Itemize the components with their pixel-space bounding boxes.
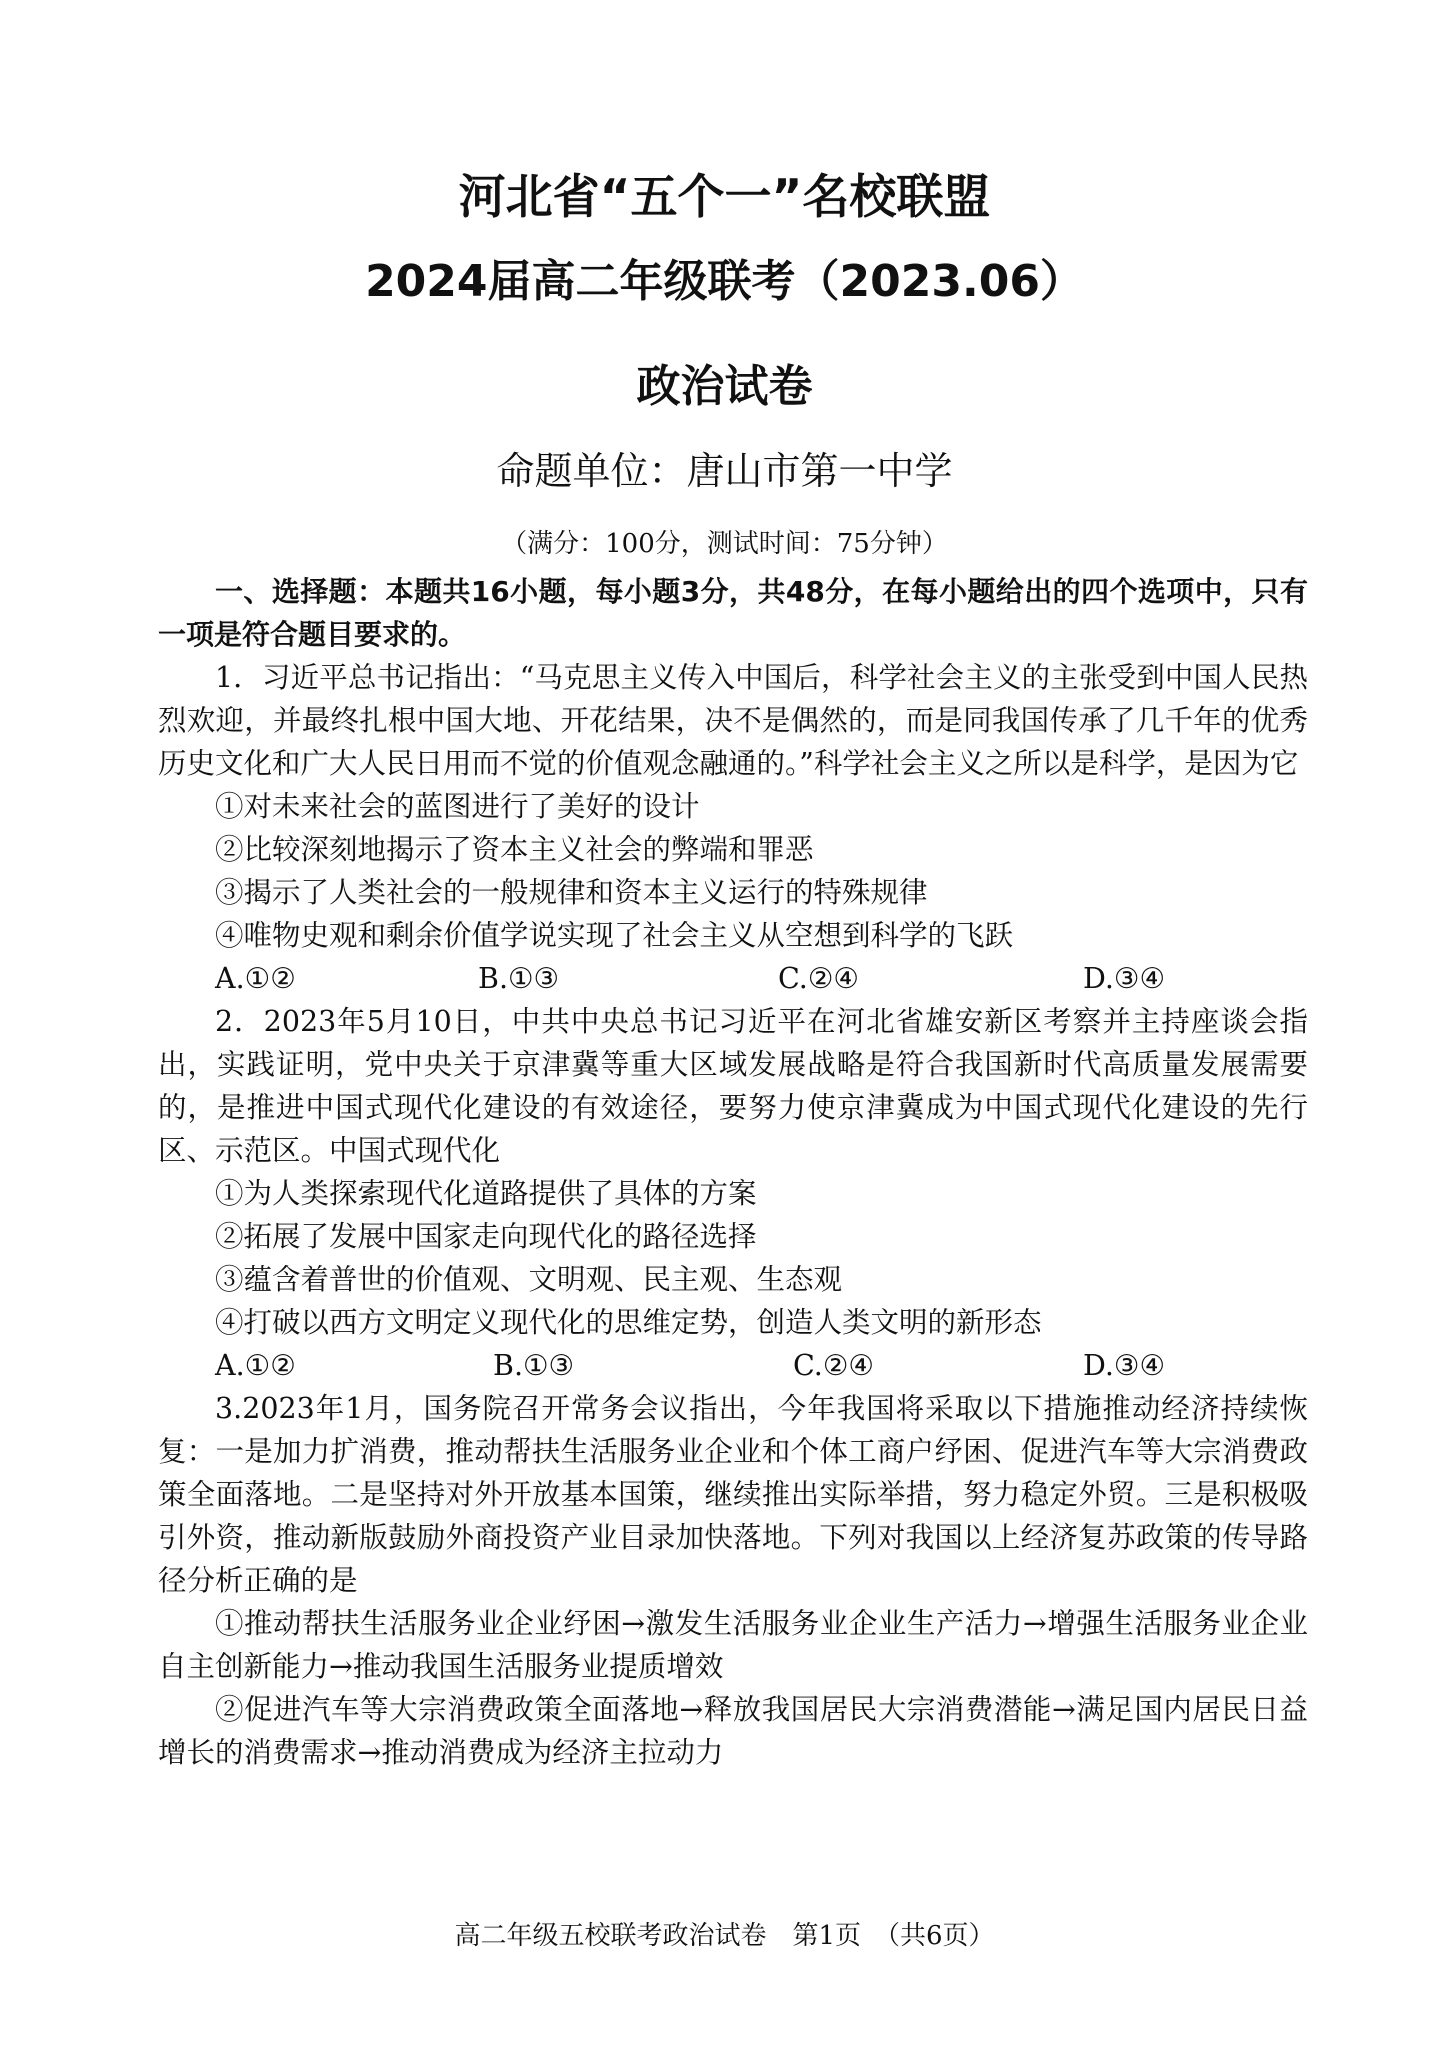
q1-choice-b: B.①③	[478, 962, 560, 995]
setter-unit: 命题单位：唐山市第一中学	[496, 449, 953, 493]
q3-statement-2: ②促进汽车等大宗消费政策全面落地→释放我国居民大宗消费潜能→满足国内居民日益增长的消费需求→推动消费成为经济主拉动力	[158, 1693, 1308, 1769]
exam-title-line2: 2024届高二年级联考（2023.06）	[365, 256, 1084, 307]
exam-body	[158, 570, 1308, 1774]
q2-statement-3: ③蕴含着普世的价值观、文明观、民主观、生态观	[215, 1263, 843, 1296]
q1-statement-1: ①对未来社会的蓝图进行了美好的设计	[215, 790, 700, 823]
q3-statement-1: ①推动帮扶生活服务业企业纾困→激发生活服务业企业生产活力→增强生活服务业企业自主创新能力→推动我国生活服务业提质增效	[158, 1607, 1308, 1683]
q2-statement-4: ④打破以西方文明定义现代化的思维定势，创造人类文明的新形态	[215, 1306, 1042, 1339]
q2-choice-a: A.①②	[215, 1349, 296, 1382]
q1-statement-4: ④唯物史观和剩余价值学说实现了社会主义从空想到科学的飞跃	[215, 919, 1014, 952]
q2-choices	[158, 1344, 1308, 1387]
score-time-info: （满分：100分，测试时间：75分钟）	[501, 529, 948, 559]
q2-statement-1: ①为人类探索现代化道路提供了具体的方案	[215, 1177, 757, 1210]
exam-title-line1: 河北省“五个一”名校联盟	[458, 170, 991, 225]
q1-choice-c: C.②④	[778, 962, 859, 995]
q2-statement-2: ②拓展了发展中国家走向现代化的路径选择	[215, 1220, 757, 1253]
q2-choice-c: C.②④	[793, 1349, 874, 1382]
question-3-stem: 3.2023年1月，国务院召开常务会议指出，今年我国将采取以下措施推动经济持续恢复：一是加力扩消费，推动帮扶生活服务业企业和个体工商户纾困、促进汽车等大宗消费政策全面落地。二是坚持对外开放基本国策，继续推出实际举措，努力稳定外贸。三是积极吸引外资，推动新版鼓励外商投资产业目录加快落地。下列对我国以上经济复苏政策的传导路径分析正确的是	[158, 1392, 1308, 1597]
q1-choices	[158, 957, 1308, 1000]
section-heading: 一、选择题：本题共16小题，每小题3分，共48分，在每小题给出的四个选项中，只有一项是符合题目要求的。	[158, 575, 1308, 651]
page-footer: 高二年级五校联考政治试卷 第1页 （共6页）	[454, 1921, 995, 1951]
q1-choice-d: D.③④	[1083, 962, 1165, 995]
exam-subject-title: 政治试卷	[636, 361, 813, 412]
question-1-stem: 1．习近平总书记指出：“马克思主义传入中国后，科学社会主义的主张受到中国人民热烈欢迎，并最终扎根中国大地、开花结果，决不是偶然的，而是同我国传承了几千年的优秀历史文化和广大人民日用而不觉的价值观念融通的。”科学社会主义之所以是科学，是因为它	[158, 661, 1308, 780]
q1-choice-a: A.①②	[215, 962, 296, 995]
q1-statement-3: ③揭示了人类社会的一般规律和资本主义运行的特殊规律	[215, 876, 928, 909]
q2-choice-b: B.①③	[493, 1349, 575, 1382]
q2-choice-d: D.③④	[1083, 1349, 1165, 1382]
question-2-stem: 2．2023年5月10日，中共中央总书记习近平在河北省雄安新区考察并主持座谈会指出，实践证明，党中央关于京津冀等重大区域发展战略是符合我国新时代高质量发展需要的，是推进中国式现代化建设的有效途径，要努力使京津冀成为中国式现代化建设的先行区、示范区。中国式现代化	[158, 1005, 1308, 1167]
q1-statement-2: ②比较深刻地揭示了资本主义社会的弊端和罪恶	[215, 833, 814, 866]
